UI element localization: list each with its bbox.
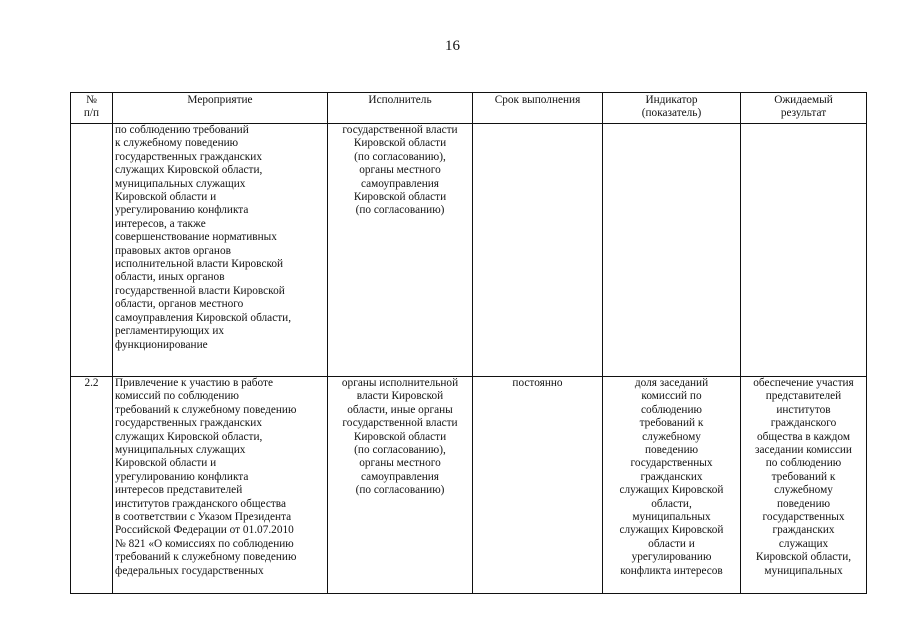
cell-deadline: постоянно bbox=[473, 377, 603, 594]
cell-num bbox=[71, 124, 113, 377]
cell-deadline bbox=[473, 124, 603, 377]
cell-executor: государственной власти Кировской области (по согласованию), органы местного самоуправления Кировской области (по согласованию) bbox=[328, 124, 473, 377]
header-result: Ожидаемый результат bbox=[741, 93, 867, 124]
action-plan-table bbox=[70, 92, 867, 594]
cell-result: обеспечение участия представителей институтов гражданского общества в каждом заседании комиссии по соблюдению требований к служебному поведению государственных гражданских служащих Кировской области, муниципальных bbox=[741, 377, 867, 594]
cell-executor: органы исполнительной власти Кировской области, иные органы государственной власти Кировской области (по согласованию), органы местного самоуправления (по согласованию) bbox=[328, 377, 473, 594]
cell-indicator bbox=[603, 124, 741, 377]
cell-event: Привлечение к участию в работе комиссий по соблюдению требований к служебному поведению государственных гражданских служащих Кировской области, муниципальных служащих Кировской области и урегулированию конфликта интересов представителей институтов гражданского общества в соответствии с Указом Президента Российской Федерации от 01.07.2010 № 821 «О комиссиях по соблюдению требований к служебному поведению федеральных государственных bbox=[113, 377, 328, 594]
cell-indicator: доля заседаний комиссий по соблюдению требований к служебному поведению государственных гражданских служащих Кировской области, муниципальных служащих Кировской области и урегулированию конфликта интересов bbox=[603, 377, 741, 594]
header-event: Мероприятие bbox=[113, 93, 328, 124]
header-executor: Исполнитель bbox=[328, 93, 473, 124]
table-row bbox=[71, 124, 867, 377]
table-header-row bbox=[71, 93, 867, 124]
header-num: № п/п bbox=[71, 93, 113, 124]
cell-num: 2.2 bbox=[71, 377, 113, 594]
cell-event: по соблюдению требований к служебному поведению государственных гражданских служащих Кировской области, муниципальных служащих Кировской области и урегулированию конфликта интересов, а также совершенствование нормативных правовых актов органов исполнительной власти Кировской области, иных органов государственной власти Кировской области, органов местного самоуправления Кировской области, регламентирующих их функционирование bbox=[113, 124, 328, 377]
table-row bbox=[71, 377, 867, 594]
page-number: 16 bbox=[445, 38, 460, 54]
header-deadline: Срок выполнения bbox=[473, 93, 603, 124]
header-indicator: Индикатор (показатель) bbox=[603, 93, 741, 124]
cell-result bbox=[741, 124, 867, 377]
